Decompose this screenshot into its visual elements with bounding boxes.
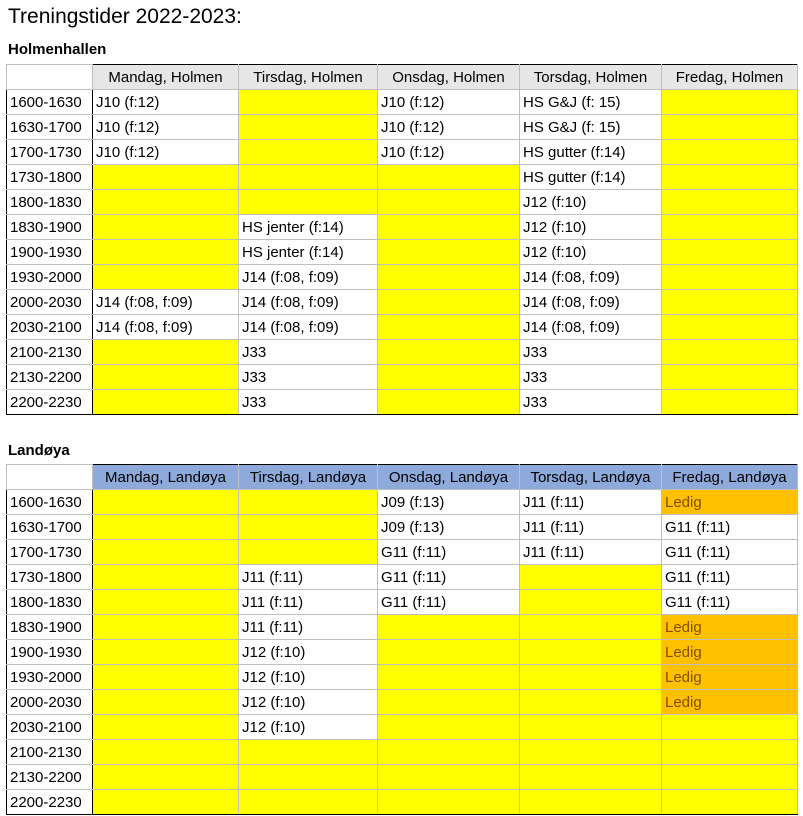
free-slot-cell[interactable] <box>93 765 239 790</box>
free-slot-cell[interactable] <box>378 240 520 265</box>
booked-slot-cell[interactable]: G11 (f:11) <box>378 540 520 565</box>
free-slot-cell[interactable] <box>239 740 378 765</box>
ledig-slot-cell[interactable]: Ledig <box>662 490 798 515</box>
table-row <box>7 390 798 415</box>
free-slot-cell[interactable] <box>662 240 798 265</box>
booked-slot-cell[interactable]: J14 (f:08, f:09) <box>239 315 378 340</box>
booked-slot-cell[interactable]: J10 (f:12) <box>378 90 520 115</box>
table-row <box>7 490 798 515</box>
booked-slot-cell[interactable]: J33 <box>239 340 378 365</box>
free-slot-cell[interactable] <box>520 565 662 590</box>
time-slot-cell[interactable]: 1800-1830 <box>7 590 93 615</box>
free-slot-cell[interactable] <box>520 715 662 740</box>
booked-slot-cell[interactable]: J10 (f:12) <box>378 140 520 165</box>
time-slot-cell[interactable]: 2000-2030 <box>7 290 93 315</box>
booked-slot-cell[interactable]: J14 (f:08, f:09) <box>520 265 662 290</box>
free-slot-cell[interactable] <box>378 265 520 290</box>
booked-slot-cell[interactable]: J10 (f:12) <box>93 90 239 115</box>
free-slot-cell[interactable] <box>662 190 798 215</box>
holmen-day-header[interactable]: Fredag, Holmen <box>662 65 798 90</box>
booked-slot-cell[interactable]: J11 (f:11) <box>239 590 378 615</box>
free-slot-cell[interactable] <box>662 740 798 765</box>
time-slot-cell[interactable]: 1600-1630 <box>7 90 93 115</box>
free-slot-cell[interactable] <box>93 615 239 640</box>
booked-slot-cell[interactable]: J14 (f:08, f:09) <box>239 290 378 315</box>
table-row <box>7 290 798 315</box>
table-row <box>7 315 798 340</box>
free-slot-cell[interactable] <box>378 665 520 690</box>
booked-slot-cell[interactable]: G11 (f:11) <box>662 565 798 590</box>
booked-slot-cell[interactable]: J09 (f:13) <box>378 490 520 515</box>
table-row <box>7 365 798 390</box>
time-slot-cell[interactable]: 1830-1900 <box>7 615 93 640</box>
booked-slot-cell[interactable]: J33 <box>520 340 662 365</box>
free-slot-cell[interactable] <box>239 490 378 515</box>
table-row <box>7 765 798 790</box>
free-slot-cell[interactable] <box>239 140 378 165</box>
booked-slot-cell[interactable]: J11 (f:11) <box>239 565 378 590</box>
table-row <box>7 540 798 565</box>
booked-slot-cell[interactable]: G11 (f:11) <box>378 565 520 590</box>
free-slot-cell[interactable] <box>93 365 239 390</box>
free-slot-cell[interactable] <box>520 765 662 790</box>
booked-slot-cell[interactable]: J11 (f:11) <box>520 490 662 515</box>
table-row <box>7 140 798 165</box>
free-slot-cell[interactable] <box>378 215 520 240</box>
time-slot-cell[interactable]: 1630-1700 <box>7 115 93 140</box>
holmen-corner-cell[interactable] <box>7 65 93 90</box>
free-slot-cell[interactable] <box>93 215 239 240</box>
free-slot-cell[interactable] <box>662 265 798 290</box>
holmen-day-header[interactable]: Torsdag, Holmen <box>520 65 662 90</box>
booked-slot-cell[interactable]: J12 (f:10) <box>239 715 378 740</box>
holmen-header-row <box>7 65 798 90</box>
time-slot-cell[interactable]: 2200-2230 <box>7 390 93 415</box>
time-slot-cell[interactable]: 2030-2100 <box>7 315 93 340</box>
holmen-day-header[interactable]: Tirsdag, Holmen <box>239 65 378 90</box>
free-slot-cell[interactable] <box>239 115 378 140</box>
free-slot-cell[interactable] <box>662 715 798 740</box>
booked-slot-cell[interactable]: J11 (f:11) <box>520 515 662 540</box>
booked-slot-cell[interactable]: J14 (f:08, f:09) <box>520 315 662 340</box>
table-row <box>7 665 798 690</box>
free-slot-cell[interactable] <box>93 590 239 615</box>
free-slot-cell[interactable] <box>662 290 798 315</box>
time-slot-cell[interactable]: 1730-1800 <box>7 565 93 590</box>
free-slot-cell[interactable] <box>662 365 798 390</box>
table-row <box>7 565 798 590</box>
free-slot-cell[interactable] <box>520 740 662 765</box>
landoya-day-header[interactable]: Mandag, Landøya <box>93 465 239 490</box>
free-slot-cell[interactable] <box>239 165 378 190</box>
free-slot-cell[interactable] <box>93 265 239 290</box>
table-row <box>7 240 798 265</box>
time-slot-cell[interactable]: 2100-2130 <box>7 740 93 765</box>
table-row <box>7 265 798 290</box>
time-slot-cell[interactable]: 2200-2230 <box>7 790 93 815</box>
booked-slot-cell[interactable]: HS gutter (f:14) <box>520 140 662 165</box>
table-row <box>7 715 798 740</box>
free-slot-cell[interactable] <box>93 390 239 415</box>
free-slot-cell[interactable] <box>378 615 520 640</box>
landoya-day-header[interactable]: Fredag, Landøya <box>662 465 798 490</box>
time-slot-cell[interactable]: 1830-1900 <box>7 215 93 240</box>
free-slot-cell[interactable] <box>662 90 798 115</box>
free-slot-cell[interactable] <box>93 790 239 815</box>
free-slot-cell[interactable] <box>239 190 378 215</box>
booked-slot-cell[interactable]: J12 (f:10) <box>239 690 378 715</box>
free-slot-cell[interactable] <box>662 390 798 415</box>
free-slot-cell[interactable] <box>93 640 239 665</box>
booked-slot-cell[interactable]: J33 <box>520 390 662 415</box>
free-slot-cell[interactable] <box>239 515 378 540</box>
section-holmenhallen[interactable]: Holmenhallen <box>8 41 107 58</box>
landoya-header-row <box>7 465 798 490</box>
holmen-day-header[interactable]: Mandag, Holmen <box>93 65 239 90</box>
free-slot-cell[interactable] <box>93 740 239 765</box>
booked-slot-cell[interactable]: G11 (f:11) <box>378 590 520 615</box>
free-slot-cell[interactable] <box>93 190 239 215</box>
free-slot-cell[interactable] <box>93 240 239 265</box>
free-slot-cell[interactable] <box>662 790 798 815</box>
booked-slot-cell[interactable]: J12 (f:10) <box>520 215 662 240</box>
time-slot-cell[interactable]: 2000-2030 <box>7 690 93 715</box>
booked-slot-cell[interactable]: J14 (f:08, f:09) <box>520 290 662 315</box>
time-slot-cell[interactable]: 2130-2200 <box>7 365 93 390</box>
free-slot-cell[interactable] <box>378 640 520 665</box>
free-slot-cell[interactable] <box>520 640 662 665</box>
booked-slot-cell[interactable]: J12 (f:10) <box>520 240 662 265</box>
free-slot-cell[interactable] <box>378 190 520 215</box>
booked-slot-cell[interactable]: HS jenter (f:14) <box>239 215 378 240</box>
free-slot-cell[interactable] <box>378 740 520 765</box>
section-landoya[interactable]: Landøya <box>8 442 70 459</box>
free-slot-cell[interactable] <box>239 90 378 115</box>
ledig-slot-cell[interactable]: Ledig <box>662 615 798 640</box>
table-row <box>7 740 798 765</box>
time-slot-cell[interactable]: 1600-1630 <box>7 490 93 515</box>
table-row <box>7 215 798 240</box>
free-slot-cell[interactable] <box>378 690 520 715</box>
free-slot-cell[interactable] <box>520 690 662 715</box>
landoya-schedule-table <box>6 464 798 815</box>
free-slot-cell[interactable] <box>93 715 239 740</box>
free-slot-cell[interactable] <box>93 665 239 690</box>
free-slot-cell[interactable] <box>239 540 378 565</box>
table-row <box>7 115 798 140</box>
time-slot-cell[interactable]: 2130-2200 <box>7 765 93 790</box>
free-slot-cell[interactable] <box>378 365 520 390</box>
booked-slot-cell[interactable]: J12 (f:10) <box>239 640 378 665</box>
booked-slot-cell[interactable]: J10 (f:12) <box>93 115 239 140</box>
booked-slot-cell[interactable]: J14 (f:08, f:09) <box>93 315 239 340</box>
table-row <box>7 165 798 190</box>
ledig-slot-cell[interactable]: Ledig <box>662 640 798 665</box>
free-slot-cell[interactable] <box>378 165 520 190</box>
landoya-day-header[interactable]: Tirsdag, Landøya <box>239 465 378 490</box>
free-slot-cell[interactable] <box>378 390 520 415</box>
table-row <box>7 690 798 715</box>
free-slot-cell[interactable] <box>662 765 798 790</box>
free-slot-cell[interactable] <box>378 715 520 740</box>
free-slot-cell[interactable] <box>93 340 239 365</box>
ledig-slot-cell[interactable]: Ledig <box>662 690 798 715</box>
time-slot-cell[interactable]: 1800-1830 <box>7 190 93 215</box>
page-title[interactable]: Treningstider 2022-2023: <box>8 5 242 28</box>
booked-slot-cell[interactable]: J14 (f:08, f:09) <box>93 290 239 315</box>
time-slot-cell[interactable]: 1700-1730 <box>7 540 93 565</box>
landoya-corner-cell[interactable] <box>7 465 93 490</box>
free-slot-cell[interactable] <box>239 765 378 790</box>
time-slot-cell[interactable]: 1900-1930 <box>7 240 93 265</box>
free-slot-cell[interactable] <box>662 315 798 340</box>
landoya-day-header[interactable]: Onsdag, Landøya <box>378 465 520 490</box>
booked-slot-cell[interactable]: J10 (f:12) <box>378 115 520 140</box>
free-slot-cell[interactable] <box>93 165 239 190</box>
free-slot-cell[interactable] <box>378 290 520 315</box>
time-slot-cell[interactable]: 2100-2130 <box>7 340 93 365</box>
time-slot-cell[interactable]: 1930-2000 <box>7 665 93 690</box>
free-slot-cell[interactable] <box>520 790 662 815</box>
table-row <box>7 590 798 615</box>
booked-slot-cell[interactable]: J10 (f:12) <box>93 140 239 165</box>
free-slot-cell[interactable] <box>520 590 662 615</box>
booked-slot-cell[interactable]: J11 (f:11) <box>239 615 378 640</box>
free-slot-cell[interactable] <box>378 790 520 815</box>
booked-slot-cell[interactable]: G11 (f:11) <box>662 540 798 565</box>
time-slot-cell[interactable]: 1900-1930 <box>7 640 93 665</box>
booked-slot-cell[interactable]: J12 (f:10) <box>239 665 378 690</box>
landoya-day-header[interactable]: Torsdag, Landøya <box>520 465 662 490</box>
free-slot-cell[interactable] <box>239 790 378 815</box>
table-row <box>7 515 798 540</box>
free-slot-cell[interactable] <box>662 165 798 190</box>
booked-slot-cell[interactable]: G11 (f:11) <box>662 590 798 615</box>
time-slot-cell[interactable]: 1700-1730 <box>7 140 93 165</box>
booked-slot-cell[interactable]: J09 (f:13) <box>378 515 520 540</box>
booked-slot-cell[interactable]: J14 (f:08, f:09) <box>239 265 378 290</box>
booked-slot-cell[interactable]: HS gutter (f:14) <box>520 165 662 190</box>
time-slot-cell[interactable]: 1730-1800 <box>7 165 93 190</box>
booked-slot-cell[interactable]: HS G&J (f: 15) <box>520 115 662 140</box>
free-slot-cell[interactable] <box>93 490 239 515</box>
booked-slot-cell[interactable]: HS jenter (f:14) <box>239 240 378 265</box>
free-slot-cell[interactable] <box>93 690 239 715</box>
booked-slot-cell[interactable]: HS G&J (f: 15) <box>520 90 662 115</box>
booked-slot-cell[interactable]: J33 <box>239 365 378 390</box>
time-slot-cell[interactable]: 2030-2100 <box>7 715 93 740</box>
booked-slot-cell[interactable]: J33 <box>239 390 378 415</box>
free-slot-cell[interactable] <box>662 115 798 140</box>
booked-slot-cell[interactable]: J12 (f:10) <box>520 190 662 215</box>
time-slot-cell[interactable]: 1930-2000 <box>7 265 93 290</box>
table-row <box>7 90 798 115</box>
table-row <box>7 340 798 365</box>
table-row <box>7 640 798 665</box>
holmen-day-header[interactable]: Onsdag, Holmen <box>378 65 520 90</box>
table-row <box>7 615 798 640</box>
free-slot-cell[interactable] <box>378 340 520 365</box>
time-slot-cell[interactable]: 1630-1700 <box>7 515 93 540</box>
free-slot-cell[interactable] <box>378 315 520 340</box>
free-slot-cell[interactable] <box>520 615 662 640</box>
free-slot-cell[interactable] <box>662 215 798 240</box>
free-slot-cell[interactable] <box>93 515 239 540</box>
ledig-slot-cell[interactable]: Ledig <box>662 665 798 690</box>
table-row <box>7 190 798 215</box>
table-row <box>7 790 798 815</box>
free-slot-cell[interactable] <box>378 765 520 790</box>
booked-slot-cell[interactable]: J11 (f:11) <box>520 540 662 565</box>
holmen-schedule-table <box>6 64 798 415</box>
free-slot-cell[interactable] <box>662 340 798 365</box>
free-slot-cell[interactable] <box>662 140 798 165</box>
booked-slot-cell[interactable]: J33 <box>520 365 662 390</box>
free-slot-cell[interactable] <box>93 540 239 565</box>
free-slot-cell[interactable] <box>93 565 239 590</box>
booked-slot-cell[interactable]: G11 (f:11) <box>662 515 798 540</box>
free-slot-cell[interactable] <box>520 665 662 690</box>
